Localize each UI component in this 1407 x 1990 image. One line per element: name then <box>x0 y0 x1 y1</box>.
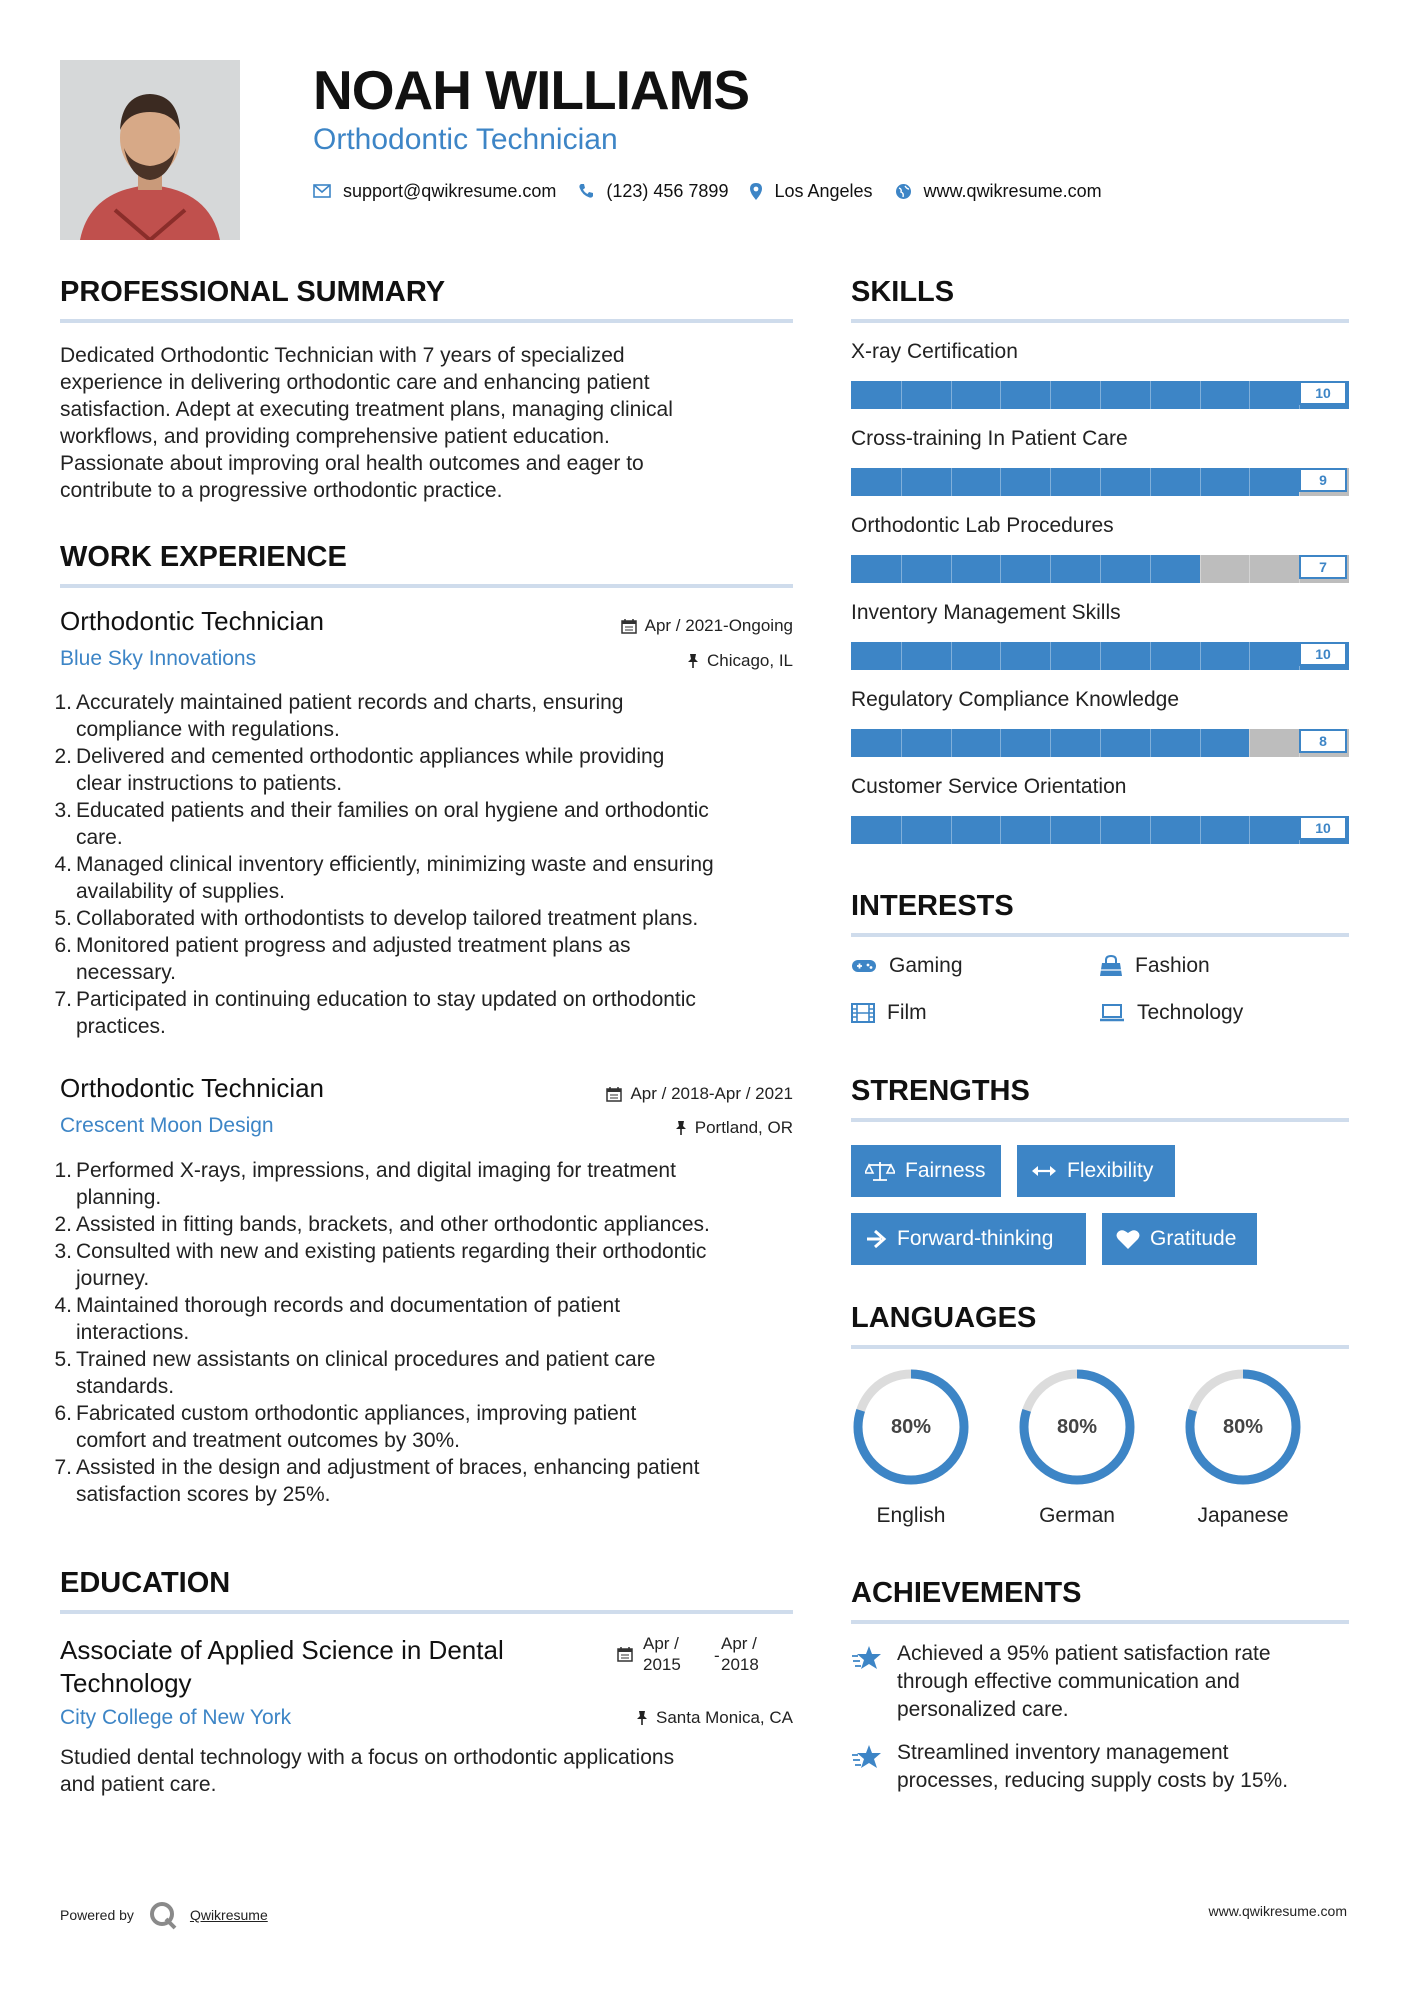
list-item: 3. Educated patients and their families on oral hygiene and orthodontic care. <box>54 799 709 849</box>
calendar-icon <box>617 1646 633 1662</box>
skill-bar-divider <box>951 381 952 409</box>
skill-bar-divider <box>901 816 902 844</box>
star-icon <box>851 1743 883 1771</box>
skill-bar-divider <box>901 555 902 583</box>
education-location-text: Santa Monica, CA <box>655 1708 793 1727</box>
language-percent: 80% <box>1056 1415 1098 1438</box>
education-rule <box>60 1610 793 1614</box>
list-item: 2. Assisted in fitting bands, brackets, and other orthodontic appliances. <box>54 1213 710 1236</box>
bullet-line: Assisted in fitting bands, brackets, and other orthodontic appliances. <box>76 1213 710 1236</box>
achievement-item <box>851 1640 1349 1724</box>
skill-label: Customer Service Orientation <box>851 775 1127 798</box>
skill-bar <box>851 381 1349 409</box>
degree-line: Technology <box>60 1668 192 1698</box>
language-label: Japanese <box>1197 1504 1289 1527</box>
bullet-line: availability of supplies. <box>76 880 285 903</box>
skills-rule <box>851 319 1349 323</box>
strength-label: Flexibility <box>1067 1159 1154 1182</box>
envelope-icon <box>313 184 331 198</box>
skill-bar-fill <box>851 555 1200 583</box>
interest-label: Film <box>887 1001 927 1024</box>
skill-score: 10 <box>1299 381 1347 405</box>
job-dates <box>606 1084 793 1104</box>
degree-title <box>60 1634 600 1700</box>
date-dash: - <box>714 1646 720 1665</box>
achievement-item <box>851 1739 1349 1795</box>
bullet-line: Monitored patient progress and adjusted treatment plans as <box>76 934 631 957</box>
job-dates <box>621 616 793 636</box>
education-line: Studied dental technology with a focus on orthodontic applications <box>60 1746 675 1769</box>
list-item: 4. Maintained thorough records and documentation of patient interactions. <box>54 1294 621 1344</box>
phone-text: (123) 456 7899 <box>606 180 729 201</box>
job-company: Crescent Moon Design <box>60 1114 274 1137</box>
strength-fairness <box>851 1145 1001 1197</box>
languages-heading: LANGUAGES <box>851 1302 1037 1334</box>
work-heading: WORK EXPERIENCE <box>60 541 347 573</box>
strength-gratitude <box>1102 1213 1257 1265</box>
strengths-rule <box>851 1118 1349 1122</box>
skill-bar-divider <box>1000 468 1001 496</box>
education-description <box>60 1744 793 1798</box>
skill-bar-divider <box>1200 816 1201 844</box>
skill-bar-divider <box>1050 381 1051 409</box>
job-location <box>687 651 793 671</box>
pushpin-icon <box>687 653 699 669</box>
bullet-line: Managed clinical inventory efficiently, minimizing waste and ensuring <box>76 853 714 876</box>
skill-bar-divider <box>1000 816 1001 844</box>
bullet-line: necessary. <box>76 961 176 984</box>
summary-text <box>60 342 793 504</box>
skill-bar-divider <box>1100 729 1101 757</box>
end-year: 2018 <box>721 1655 759 1674</box>
gamepad-icon <box>851 958 877 974</box>
shopping-bag-icon <box>1099 955 1123 977</box>
skill-score: 8 <box>1299 729 1347 753</box>
skill-label: X-ray Certification <box>851 340 1018 363</box>
skill-label: Inventory Management Skills <box>851 601 1121 624</box>
education-end <box>721 1633 759 1675</box>
skill-bar-divider <box>1249 816 1250 844</box>
bullet-line: Delivered and cemented orthodontic appliances while providing <box>76 745 665 768</box>
job-company: Blue Sky Innovations <box>60 647 257 670</box>
profile-photo <box>60 60 240 240</box>
skill-bar-divider <box>1100 816 1101 844</box>
interest-technology <box>1099 1001 1243 1025</box>
contact-email[interactable] <box>313 181 556 202</box>
achievement-text <box>897 1640 1271 1724</box>
calendar-icon <box>606 1086 622 1102</box>
skill-bar-divider <box>1100 555 1101 583</box>
skill-bar-divider <box>1000 381 1001 409</box>
job-title: Orthodontic Technician <box>60 606 325 636</box>
map-pin-icon <box>750 183 762 200</box>
job-dates-text: Apr / 2018-Apr / 2021 <box>630 1084 793 1103</box>
achievement-line: Achieved a 95% patient satisfaction rate <box>897 1642 1271 1665</box>
skill-bar-divider <box>1150 729 1151 757</box>
website-text: www.qwikresume.com <box>923 180 1102 201</box>
contact-website[interactable] <box>895 181 1102 202</box>
laptop-icon <box>1099 1004 1125 1022</box>
strength-forward-thinking <box>851 1213 1086 1265</box>
skill-bar-divider <box>1050 729 1051 757</box>
skill-bar-divider <box>951 816 952 844</box>
skill-bar-divider <box>1050 816 1051 844</box>
skill-label: Regulatory Compliance Knowledge <box>851 688 1180 711</box>
bullet-line: compliance with regulations. <box>76 718 340 741</box>
skill-bar-divider <box>1200 729 1201 757</box>
candidate-name: NOAH WILLIAMS <box>313 59 750 121</box>
interest-label: Gaming <box>889 954 963 977</box>
list-item: 6. Monitored patient progress and adjusted treatment plans as necessary. <box>54 934 631 984</box>
list-item: 5. Trained new assistants on clinical procedures and patient care standards. <box>54 1348 656 1398</box>
skill-bar-divider <box>1150 642 1151 670</box>
bullet-line: practices. <box>76 1015 166 1038</box>
phone-icon <box>578 183 594 199</box>
skill-bar-divider <box>1100 468 1101 496</box>
skill-bar-divider <box>901 381 902 409</box>
skill-bar-divider <box>1000 555 1001 583</box>
skill-bar-divider <box>1249 555 1250 583</box>
skill-score: 9 <box>1299 468 1347 492</box>
skill-bar-fill <box>851 468 1299 496</box>
skill-bar-divider <box>951 555 952 583</box>
arrows-horizontal-icon <box>1031 1164 1057 1178</box>
achievements-heading: ACHIEVEMENTS <box>851 1577 1082 1609</box>
bullet-line: Performed X-rays, impressions, and digital imaging for treatment <box>76 1159 676 1182</box>
brand-link[interactable]: Qwikresume <box>189 1907 268 1923</box>
language-japanese <box>1181 1365 1305 1528</box>
achievement-line: personalized care. <box>897 1698 1069 1721</box>
job-location-text: Chicago, IL <box>707 651 793 670</box>
end-month: Apr / <box>721 1634 757 1653</box>
interests-rule <box>851 933 1349 937</box>
language-german <box>1015 1365 1139 1528</box>
start-year: 2015 <box>643 1655 681 1674</box>
list-item: 6. Fabricated custom orthodontic appliances, improving patient comfort and treatment outcomes by 30%. <box>54 1402 637 1452</box>
bullet-line: comfort and treatment outcomes by 30%. <box>76 1429 461 1452</box>
person-photo-icon <box>60 60 240 240</box>
interest-film <box>851 1001 927 1025</box>
bullet-line: Consulted with new and existing patients regarding their orthodontic <box>76 1240 707 1263</box>
bullet-line: Maintained thorough records and documentation of patient <box>76 1294 621 1317</box>
footer-site[interactable]: www.qwikresume.com <box>1208 1903 1347 1919</box>
skill-bar-divider <box>1150 816 1151 844</box>
skill-bar-divider <box>1200 642 1201 670</box>
skill-bar-divider <box>1249 642 1250 670</box>
skill-bar-divider <box>951 729 952 757</box>
strength-label: Forward-thinking <box>897 1227 1054 1250</box>
powered-by-text: Powered by <box>60 1907 134 1923</box>
language-percent: 80% <box>1222 1415 1264 1438</box>
strengths-heading: STRENGTHS <box>851 1075 1030 1107</box>
strength-label: Gratitude <box>1150 1227 1237 1250</box>
pushpin-icon <box>636 1710 648 1726</box>
skill-bar-divider <box>1150 555 1151 583</box>
contact-bar <box>313 177 1124 205</box>
job-bullets <box>54 689 794 1040</box>
film-icon <box>851 1003 875 1023</box>
contact-location <box>750 181 872 202</box>
skill-bar-divider <box>1200 555 1201 583</box>
bullet-line: satisfaction scores by 25%. <box>76 1483 331 1506</box>
globe-icon <box>895 183 912 200</box>
skill-bar-divider <box>901 642 902 670</box>
candidate-title: Orthodontic Technician <box>313 123 618 156</box>
language-percent: 80% <box>890 1415 932 1438</box>
strength-label: Fairness <box>905 1159 986 1182</box>
work-rule <box>60 584 793 588</box>
language-label: English <box>876 1504 946 1527</box>
bullet-line: Accurately maintained patient records and charts, ensuring <box>76 691 624 714</box>
job-location <box>675 1118 793 1138</box>
skill-score: 10 <box>1299 642 1347 666</box>
summary-line: workflows, and providing comprehensive patient education. <box>60 425 610 448</box>
list-item: 1. Performed X-rays, impressions, and digital imaging for treatment planning. <box>54 1159 676 1209</box>
summary-line: satisfaction. Adept at executing treatment plans, managing clinical <box>60 398 673 421</box>
job-bullets <box>54 1157 794 1508</box>
skills-heading: SKILLS <box>851 276 955 308</box>
skill-bar-divider <box>1000 729 1001 757</box>
job-location-text: Portland, OR <box>694 1118 793 1137</box>
interests-heading: INTERESTS <box>851 890 1014 922</box>
skill-bar-divider <box>901 729 902 757</box>
bullet-line: Assisted in the design and adjustment of braces, enhancing patient <box>76 1456 700 1479</box>
skill-bar-divider <box>1050 642 1051 670</box>
arrow-right-icon <box>865 1229 887 1249</box>
skill-label: Orthodontic Lab Procedures <box>851 514 1114 537</box>
school-name: City College of New York <box>60 1706 292 1729</box>
interest-gaming <box>851 954 963 978</box>
summary-heading: PROFESSIONAL SUMMARY <box>60 276 446 308</box>
job-dates-text: Apr / 2021-Ongoing <box>644 616 793 635</box>
bullet-line: clear instructions to patients. <box>76 772 343 795</box>
skill-label: Cross-training In Patient Care <box>851 427 1128 450</box>
location-text: Los Angeles <box>774 180 873 201</box>
list-item: 3. Consulted with new and existing patients regarding their orthodontic journey. <box>54 1240 707 1290</box>
contact-phone[interactable] <box>578 181 728 202</box>
bullet-line: Fabricated custom orthodontic appliances, improving patient <box>76 1402 637 1425</box>
education-line: and patient care. <box>60 1773 217 1796</box>
interest-label: Technology <box>1137 1001 1244 1024</box>
pushpin-icon <box>675 1120 687 1136</box>
achievement-line: through effective communication and <box>897 1670 1240 1693</box>
skill-bar-divider <box>1150 468 1151 496</box>
degree-line: Associate of Applied Science in Dental <box>60 1635 504 1665</box>
summary-line: Passionate about improving oral health outcomes and eager to <box>60 452 644 475</box>
skill-bar-divider <box>1100 642 1101 670</box>
email-text: support@qwikresume.com <box>343 180 557 201</box>
list-item: 4. Managed clinical inventory efficiently, minimizing waste and ensuring availability of supplies. <box>54 853 714 903</box>
footer-powered-by <box>60 1900 268 1930</box>
skill-bar-divider <box>1249 381 1250 409</box>
skill-bar-divider <box>951 468 952 496</box>
bullet-line: journey. <box>76 1267 150 1290</box>
education-dates <box>617 1633 793 1679</box>
list-item: 7. Participated in continuing education to stay updated on orthodontic practices. <box>54 988 696 1038</box>
achievements-rule <box>851 1620 1349 1624</box>
star-icon <box>851 1644 883 1672</box>
achievement-line: processes, reducing supply costs by 15%. <box>897 1769 1289 1792</box>
qwikresume-logo-icon <box>148 1900 178 1930</box>
achievement-line: Streamlined inventory management <box>897 1741 1229 1764</box>
education-start <box>643 1633 681 1675</box>
bullet-line: planning. <box>76 1186 162 1209</box>
language-english <box>849 1365 973 1528</box>
bullet-line: Educated patients and their families on oral hygiene and orthodontic <box>76 799 709 822</box>
bullet-line: Collaborated with orthodontists to develop tailored treatment plans. <box>76 907 699 930</box>
skill-bar-divider <box>1100 381 1101 409</box>
skill-bar-divider <box>1150 381 1151 409</box>
interest-fashion <box>1099 954 1210 978</box>
skill-bar <box>851 729 1349 757</box>
bullet-line: standards. <box>76 1375 175 1398</box>
skill-bar-divider <box>1249 729 1250 757</box>
summary-rule <box>60 319 793 323</box>
calendar-icon <box>621 618 637 634</box>
skill-bar-divider <box>951 642 952 670</box>
list-item: 7. Assisted in the design and adjustment of braces, enhancing patient satisfaction scores by 25%. <box>54 1456 700 1506</box>
skill-bar-divider <box>1000 642 1001 670</box>
skill-bar-divider <box>901 468 902 496</box>
bullet-line: Participated in continuing education to stay updated on orthodontic <box>76 988 696 1011</box>
job-title: Orthodontic Technician <box>60 1073 325 1103</box>
education-location <box>636 1708 793 1728</box>
skill-bar <box>851 642 1349 670</box>
start-month: Apr / <box>643 1634 679 1653</box>
skill-bar-divider <box>1200 381 1201 409</box>
strength-flexibility <box>1017 1145 1175 1197</box>
summary-line: experience in delivering orthodontic care and enhancing patient <box>60 371 650 394</box>
skill-bar <box>851 555 1349 583</box>
achievement-text <box>897 1739 1288 1795</box>
interest-label: Fashion <box>1135 954 1210 977</box>
skill-bar-divider <box>1249 468 1250 496</box>
skill-score: 10 <box>1299 816 1347 840</box>
skill-bar <box>851 468 1349 496</box>
skill-bar <box>851 816 1349 844</box>
summary-line: Dedicated Orthodontic Technician with 7 years of specialized <box>60 344 625 367</box>
skill-bar-divider <box>1200 468 1201 496</box>
bullet-line: interactions. <box>76 1321 190 1344</box>
skill-score: 7 <box>1299 555 1347 579</box>
list-item: 5. Collaborated with orthodontists to develop tailored treatment plans. <box>54 907 699 930</box>
list-item: 1. Accurately maintained patient records and charts, ensuring compliance with regulations. <box>54 691 624 741</box>
heart-icon <box>1116 1228 1140 1250</box>
bullet-line: Trained new assistants on clinical procedures and patient care <box>76 1348 656 1371</box>
education-heading: EDUCATION <box>60 1567 231 1599</box>
bullet-line: care. <box>76 826 123 849</box>
balance-scale-icon <box>865 1160 895 1182</box>
skill-bar-divider <box>1050 555 1051 583</box>
list-item: 2. Delivered and cemented orthodontic appliances while providing clear instructions to patients. <box>54 745 665 795</box>
language-label: German <box>1039 1504 1115 1527</box>
skill-bar-divider <box>1050 468 1051 496</box>
languages-rule <box>851 1345 1349 1349</box>
summary-line: contribute to a progressive orthodontic practice. <box>60 479 503 502</box>
